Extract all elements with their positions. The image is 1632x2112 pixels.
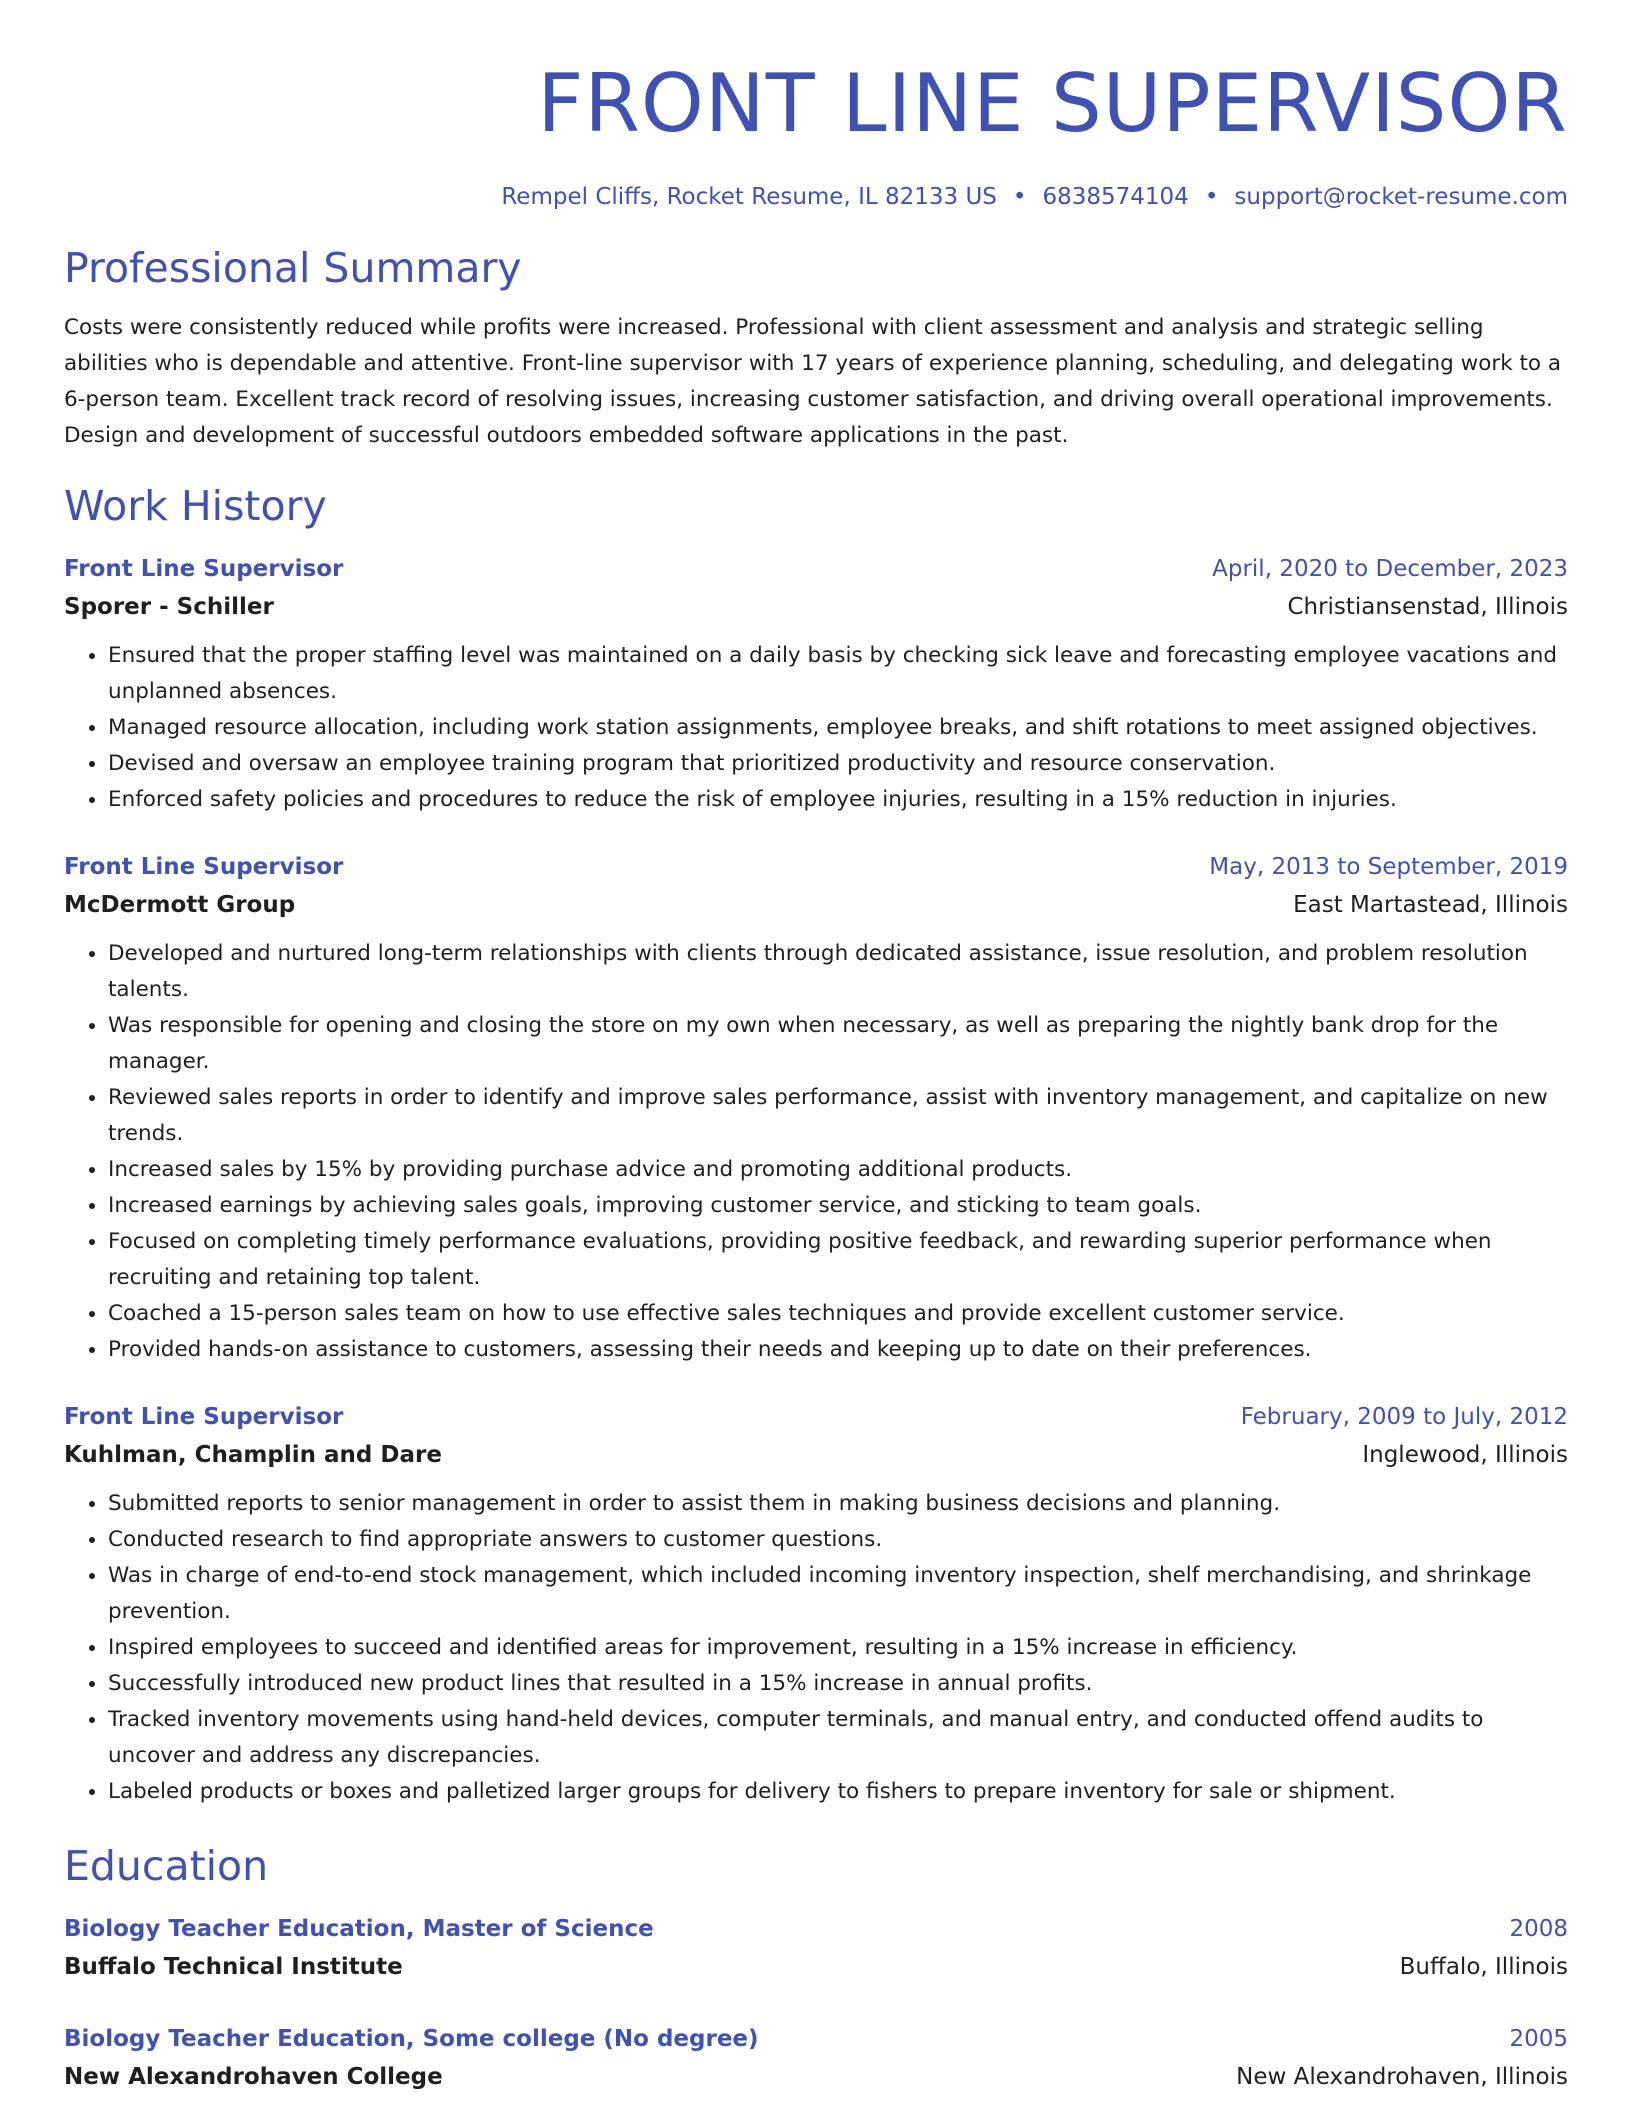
job-location: East Martastead, Illinois xyxy=(1293,892,1568,918)
education-school: New Alexandrohaven College xyxy=(64,2064,443,2090)
job-bullet: • Increased sales by 15% by providing purchase advice and promoting additional products. xyxy=(108,1152,1568,1188)
job-bullet: • Enforced safety policies and procedures to reduce the risk of employee injuries, resulting in a 15% reduction in injuries. xyxy=(108,782,1568,818)
job-entry xyxy=(64,848,1568,1368)
job-bullet: • Devised and oversaw an employee training program that prioritized productivity and resource conservation. xyxy=(108,746,1568,782)
job-bullet: • Provided hands-on assistance to customers, assessing their needs and keeping up to date on their preferences. xyxy=(108,1332,1568,1368)
job-bullets xyxy=(64,1486,1568,1810)
job-bullets xyxy=(64,638,1568,818)
education-section xyxy=(64,1840,1568,2096)
resume-name: FRONT LINE SUPERVISOR xyxy=(537,57,1568,150)
job-bullet: • Ensured that the proper staffing level was maintained on a daily basis by checking sick leave and forecasting employee vacations and unplanned absences. xyxy=(108,638,1568,710)
education-degree: Biology Teacher Education, Master of Science xyxy=(64,1916,654,1942)
resume-header xyxy=(64,58,1568,212)
education-year: 2008 xyxy=(1509,1916,1568,1942)
contact-phone: 6838574104 xyxy=(1042,184,1189,210)
job-bullet: • Submitted reports to senior management in order to assist them in making business decisions and planning. xyxy=(108,1486,1568,1522)
job-bullet: • Successfully introduced new product lines that resulted in a 15% increase in annual profits. xyxy=(108,1666,1568,1702)
education-location: Buffalo, Illinois xyxy=(1399,1954,1568,1980)
job-bullet: • Developed and nurtured long-term relationships with clients through dedicated assistance, issue resolution, and problem resolution talents. xyxy=(108,936,1568,1008)
contact-line xyxy=(64,182,1568,212)
job-employer: McDermott Group xyxy=(64,892,296,918)
contact-separator: • xyxy=(1012,184,1027,210)
job-employer: Kuhlman, Champlin and Dare xyxy=(64,1442,442,1468)
job-dates: May, 2013 to September, 2019 xyxy=(1209,854,1568,880)
job-role: Front Line Supervisor xyxy=(64,854,344,880)
education-school: Buffalo Technical Institute xyxy=(64,1954,403,1980)
job-role: Front Line Supervisor xyxy=(64,1404,344,1430)
work-history-section xyxy=(64,480,1568,1810)
job-dates: April, 2020 to December, 2023 xyxy=(1212,556,1568,582)
job-bullet: • Was responsible for opening and closing the store on my own when necessary, as well as preparing the nightly bank drop for the manager. xyxy=(108,1008,1568,1080)
job-bullet: • Increased earnings by achieving sales goals, improving customer service, and sticking to team goals. xyxy=(108,1188,1568,1224)
job-bullet: • Labeled products or boxes and palletized larger groups for delivery to fishers to prepare inventory for sale or shipment. xyxy=(108,1774,1568,1810)
education-year: 2005 xyxy=(1509,2026,1568,2052)
education-heading: Education xyxy=(64,1842,269,1890)
education-location: New Alexandrohaven, Illinois xyxy=(1236,2064,1568,2090)
job-bullet: • Conducted research to find appropriate answers to customer questions. xyxy=(108,1522,1568,1558)
job-bullet: • Was in charge of end-to-end stock management, which included incoming inventory inspection, shelf merchandising, and shrinkage prevention. xyxy=(108,1558,1568,1630)
education-entry xyxy=(64,2020,1568,2096)
job-bullets xyxy=(64,936,1568,1368)
job-location: Inglewood, Illinois xyxy=(1362,1442,1568,1468)
summary-heading: Professional Summary xyxy=(64,244,522,292)
job-bullet: • Inspired employees to succeed and identified areas for improvement, resulting in a 15% increase in efficiency. xyxy=(108,1630,1568,1666)
contact-address: Rempel Cliffs, Rocket Resume, IL 82133 US xyxy=(501,184,997,210)
contact-separator: • xyxy=(1204,184,1219,210)
summary-section xyxy=(64,242,1568,454)
job-location: Christiansenstad, Illinois xyxy=(1287,594,1568,620)
work-history-heading: Work History xyxy=(64,482,327,530)
education-degree: Biology Teacher Education, Some college (No degree) xyxy=(64,2026,759,2052)
job-role: Front Line Supervisor xyxy=(64,556,344,582)
job-entry xyxy=(64,1398,1568,1810)
job-employer: Sporer - Schiller xyxy=(64,594,274,620)
job-bullet: • Focused on completing timely performance evaluations, providing positive feedback, and rewarding superior performance when recruiting and retaining top talent. xyxy=(108,1224,1568,1296)
job-dates: February, 2009 to July, 2012 xyxy=(1240,1404,1568,1430)
job-bullet: • Tracked inventory movements using hand-held devices, computer terminals, and manual entry, and conducted offend audits to uncover and address any discrepancies. xyxy=(108,1702,1568,1774)
contact-email[interactable]: support@rocket-resume.com xyxy=(1234,184,1568,210)
job-bullet: • Coached a 15-person sales team on how to use effective sales techniques and provide excellent customer service. xyxy=(108,1296,1568,1332)
job-bullet: • Managed resource allocation, including work station assignments, employee breaks, and shift rotations to meet assigned objectives. xyxy=(108,710,1568,746)
summary-text: Costs were consistently reduced while profits were increased. Professional with client assessment and analysis and strategic selling abilities who is dependable and attentive. Front-line supervisor with 17 years of experience planning, scheduling, and delegating work to a 6-person team. Excellent track record of resolving issues, increasing customer satisfaction, and driving overall operational improvements. Design and development of successful outdoors embedded software applications in the past. xyxy=(64,315,1562,448)
job-bullet: • Reviewed sales reports in order to identify and improve sales performance, assist with inventory management, and capitalize on new trends. xyxy=(108,1080,1568,1152)
job-entry xyxy=(64,550,1568,818)
education-entry xyxy=(64,1910,1568,1986)
